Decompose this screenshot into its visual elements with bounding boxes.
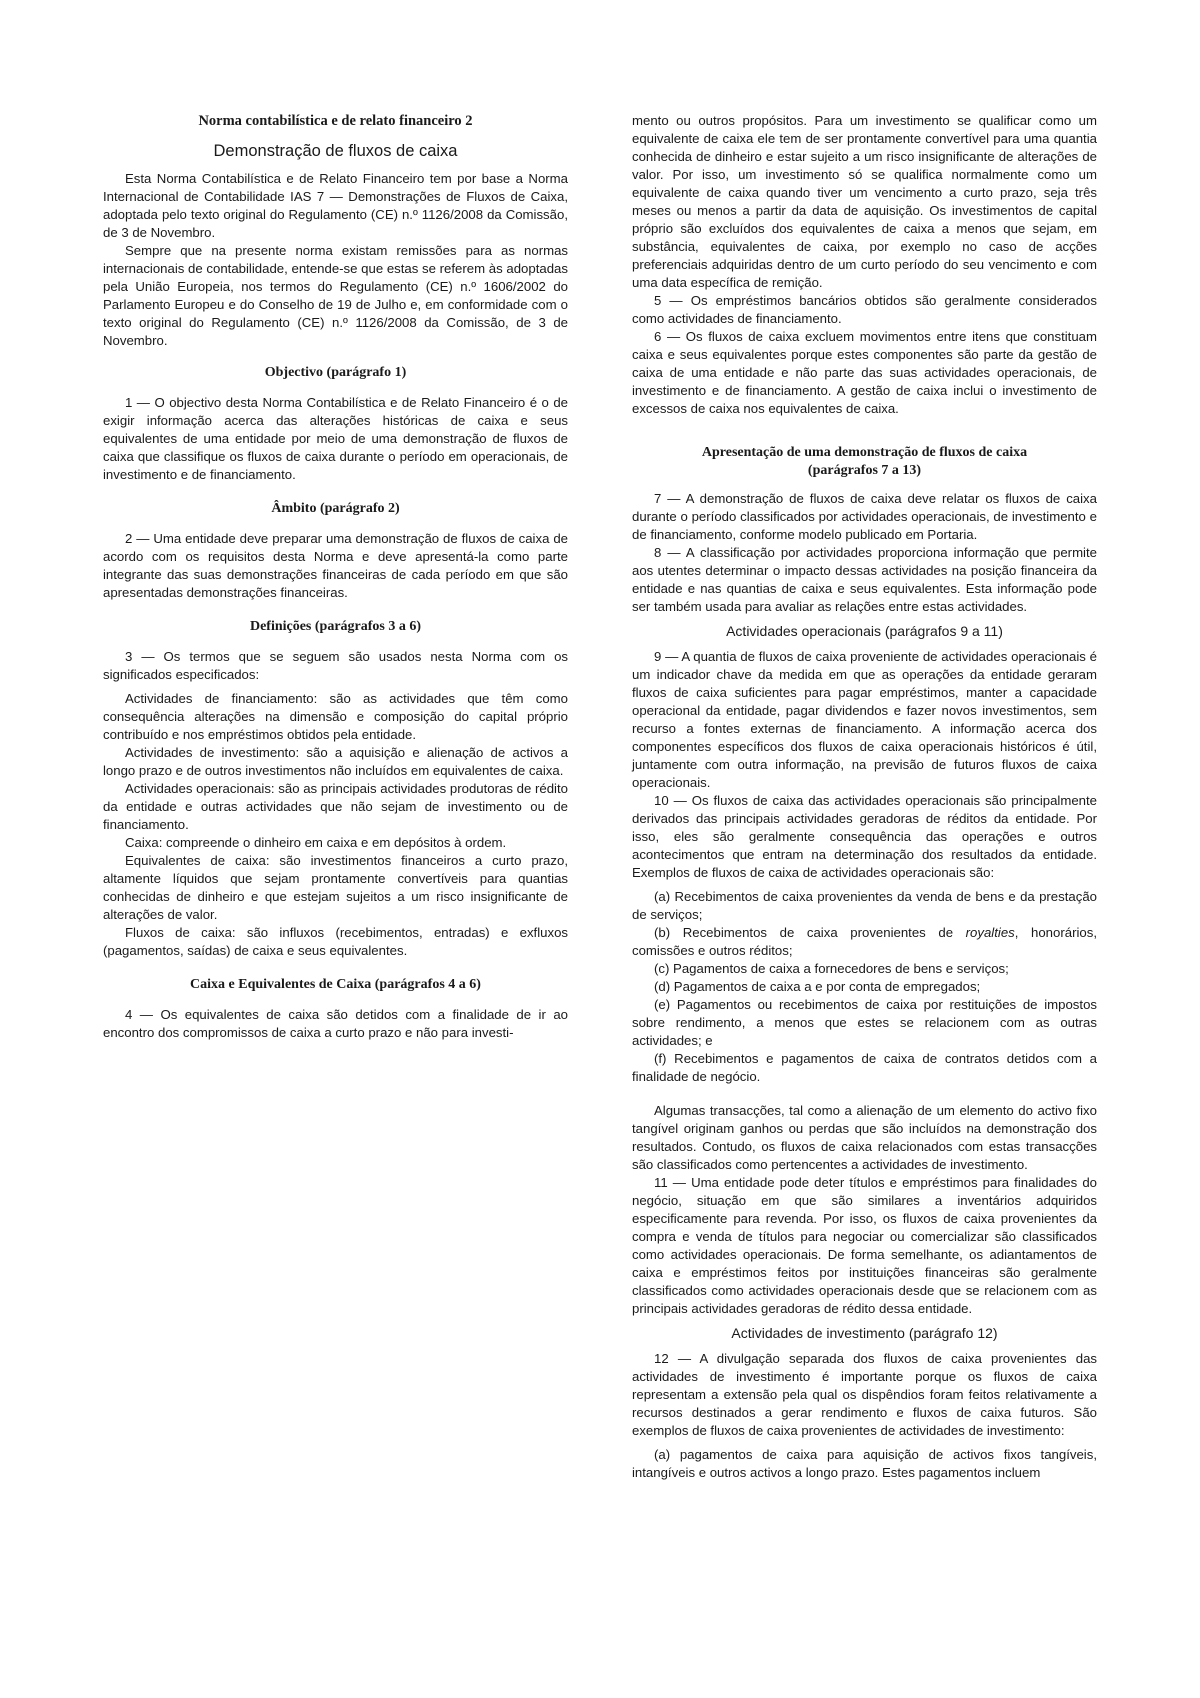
intro-paragraph-1: Esta Norma Contabilística e de Relato Financeiro tem por base a Norma Internacional de Contabilidade IAS 7 — Demonstrações de Fluxos de Caixa, adoptada pelo texto original do Regulamento (CE) n.º 1126/2008 da Comissão, de 3 de Novembro. — [103, 171, 568, 240]
list-item-b — [632, 924, 1097, 960]
list-item-b-text-end: , honorários, comissões e outros réditos; — [632, 925, 1097, 958]
definition-equivalentes: Equivalentes de caixa: são investimentos financeiros a curto prazo, altamente líquidos que sejam prontamente convertíveis para quantias conhecidas de dinheiro e que estejam sujeitos a um risco insignificante de alterações de valor. — [103, 853, 568, 922]
paragraph-6: 6 — Os fluxos de caixa excluem movimentos entre itens que constituam caixa e seus equivalentes porque estes componentes são parte da gestão de caixa de uma entidade e não parte das suas actividades operacionais, de investimento e de financiamento. A gestão de caixa inclui o investimento de excessos de caixa nos equivalentes de caixa. — [632, 329, 1097, 416]
definition-operacionais: Actividades operacionais: são as principais actividades produtoras de rédito da entidade e outras actividades que não sejam de investimento ou de financiamento. — [103, 781, 568, 832]
norm-title: Norma contabilística e de relato financeiro 2 — [198, 113, 473, 129]
right-column — [632, 112, 1097, 1482]
list-item-d: (d) Pagamentos de caixa a e por conta de empregados; — [654, 979, 981, 994]
heading-caixa-equivalentes: Caixa e Equivalentes de Caixa (parágrafos 4 a 6) — [190, 977, 481, 992]
paragraph-1: 1 — O objectivo desta Norma Contabilística e de Relato Financeiro é o de exigir informação acerca das alterações históricas de caixa e seus equivalentes de uma entidade por meio de uma demonstração de fluxos de caixa que classifique os fluxos de caixa durante o período em operacionais, de investimento e de financiamento. — [103, 395, 568, 482]
list-item-f: (f) Recebimentos e pagamentos de caixa de contratos detidos com a finalidade de negócio. — [632, 1051, 1097, 1084]
paragraph-9: 9 — A quantia de fluxos de caixa proveniente de actividades operacionais é um indicador chave da medida em que as operações da entidade geraram fluxos de caixa suficientes para pagar empréstimos, manter a capacidade operacional da entidade, pagar dividendos e fazer novos investimentos, sem recurso a fontes externas de financiamento. A informação acerca dos componentes específicos dos fluxos de caixa operacionais históricos é útil, juntamente com outra informação, na previsão de futuros fluxos de caixa operacionais. — [632, 649, 1097, 790]
heading-investimento: Actividades de investimento (parágrafo 12) — [731, 1325, 998, 1341]
paragraph-7: 7 — A demonstração de fluxos de caixa deve relatar os fluxos de caixa durante o período classificados por actividades operacionais, de investimento e de financiamento, conforme modelo publicado em Portaria. — [632, 491, 1097, 542]
definition-caixa: Caixa: compreende o dinheiro em caixa e em depósitos à ordem. — [125, 835, 507, 850]
paragraph-3: 3 — Os termos que se seguem são usados nesta Norma com os significados especificados: — [103, 649, 568, 682]
list-item-a: (a) Recebimentos de caixa provenientes da venda de bens e da prestação de serviços; — [632, 889, 1097, 922]
heading-apresentacao-line-1: Apresentação de uma demonstração de fluxos de caixa — [701, 445, 1028, 460]
paragraph-4-continued: mento ou outros propósitos. Para um investimento se qualificar como um equivalente de caixa ele tem de ser prontamente convertível para uma quantia conhecida de dinheiro e estar sujeito a um risco insignificante de alterações de valor. Por isso, um investimento só se qualifica normalmente como um equivalente de caixa quando tiver um vencimento a curto prazo, seja três meses ou menos a partir da data de aquisição. Os investimentos de capital próprio são excluídos dos equivalentes de caixa a menos que sejam, em substância, equivalentes de caixa, por exemplo no caso de acções preferenciais adquiridas dentro de um curto período do seu vencimento e com uma data específica de remição. — [632, 113, 1097, 290]
paragraph-10: 10 — Os fluxos de caixa das actividades operacionais são principalmente derivados das principais actividades geradoras de réditos da entidade. Por isso, eles são geralmente consequência das operações e outros acontecimentos que entram na determinação dos resultados da entidade. Exemplos de fluxos de caixa de actividades operacionais são: — [632, 793, 1097, 880]
heading-apresentacao — [632, 444, 1097, 480]
list-item-e: (e) Pagamentos ou recebimentos de caixa por restituições de impostos sobre rendimento, a menos que estes se relacionem com as outras actividades; e — [632, 997, 1097, 1048]
intro-paragraph-2: Sempre que na presente norma existam remissões para as normas internacionais de contabilidade, entende-se que estas se referem às adoptadas pela União Europeia, nos termos do Regulamento (CE) n.º 1606/2002 do Parlamento Europeu e do Conselho de 19 de Julho e, em conformidade com o texto original do Regulamento (CE) n.º 1126/2008 da Comissão, de 3 de Novembro. — [103, 243, 568, 348]
heading-apresentacao-line-2: (parágrafos 7 a 13) — [807, 463, 922, 478]
list-item-b-royalties: royalties — [965, 925, 1015, 940]
paragraph-11: 11 — Uma entidade pode deter títulos e empréstimos para finalidades do negócio, situação em que são similares a inventários adquiridos especificamente para revenda. Por isso, os fluxos de caixa provenientes da compra e venda de títulos para negociar ou comercializar são classificados como actividades operacionais. De forma semelhante, os adiantamentos de caixa e empréstimos feitos por instituições financeiras são geralmente classificados como actividades operacionais desde que se relacionem com as principais actividades geradoras de rédito dessa entidade. — [632, 1175, 1097, 1316]
paragraph-12: 12 — A divulgação separada dos fluxos de caixa provenientes das actividades de investimento é importante porque os fluxos de caixa representam a extensão pela qual os dispêndios foram feitos relativamente a recursos destinados a gerar rendimento e fluxos de caixa futuros. São exemplos de fluxos de caixa provenientes de actividades de investimento: — [632, 1351, 1097, 1438]
paragraph-algumas-transaccoes: Algumas transacções, tal como a alienação de um elemento do activo fixo tangível originam ganhos ou perdas que são incluídos na demonstração dos resultados. Contudo, os fluxos de caixa relacionados com estas transacções são classificados como pertencentes a actividades de investimento. — [632, 1103, 1097, 1172]
definition-financiamento: Actividades de financiamento: são as actividades que têm como consequência alterações na dimensão e composição do capital próprio contribuído e nos empréstimos obtidos pela entidade. — [103, 691, 568, 742]
heading-ambito: Âmbito (parágrafo 2) — [271, 501, 400, 516]
heading-definicoes: Definições (parágrafos 3 a 6) — [249, 619, 422, 634]
definition-fluxos: Fluxos de caixa: são influxos (recebimentos, entradas) e exfluxos (pagamentos, saídas) de caixa e seus equivalentes. — [103, 925, 568, 958]
definition-investimento: Actividades de investimento: são a aquisição e alienação de activos a longo prazo e de outros investimentos não incluídos em equivalentes de caixa. — [103, 745, 568, 778]
list-item-12a: (a) pagamentos de caixa para aquisição de activos fixos tangíveis, intangíveis e outros activos a longo prazo. Estes pagamentos incluem — [632, 1447, 1097, 1480]
paragraph-8: 8 — A classificação por actividades proporciona informação que permite aos utentes determinar o impacto dessas actividades na posição financeira da entidade e nas quantias de caixa e seus equivalentes. Esta informação pode ser também usada para avaliar as relações entre estas actividades. — [632, 545, 1097, 614]
paragraph-4: 4 — Os equivalentes de caixa são detidos com a finalidade de ir ao encontro dos compromissos de caixa a curto prazo e não para investi- — [103, 1007, 568, 1040]
heading-objectivo: Objectivo (parágrafo 1) — [264, 365, 407, 380]
list-item-c: (c) Pagamentos de caixa a fornecedores de bens e serviços; — [654, 961, 1009, 976]
paragraph-5: 5 — Os empréstimos bancários obtidos são geralmente considerados como actividades de financiamento. — [632, 293, 1097, 326]
heading-operacionais: Actividades operacionais (parágrafos 9 a 11) — [726, 623, 1003, 639]
left-column — [103, 112, 568, 1042]
list-item-b-text: (b) Recebimentos de caixa provenientes de — [654, 925, 966, 940]
document-subtitle: Demonstração de fluxos de caixa — [213, 142, 458, 160]
paragraph-2: 2 — Uma entidade deve preparar uma demonstração de fluxos de caixa de acordo com os requisitos desta Norma e deve apresentá-la como parte integrante das suas demonstrações financeiras de cada período em que são apresentadas demonstrações financeiras. — [103, 531, 568, 600]
